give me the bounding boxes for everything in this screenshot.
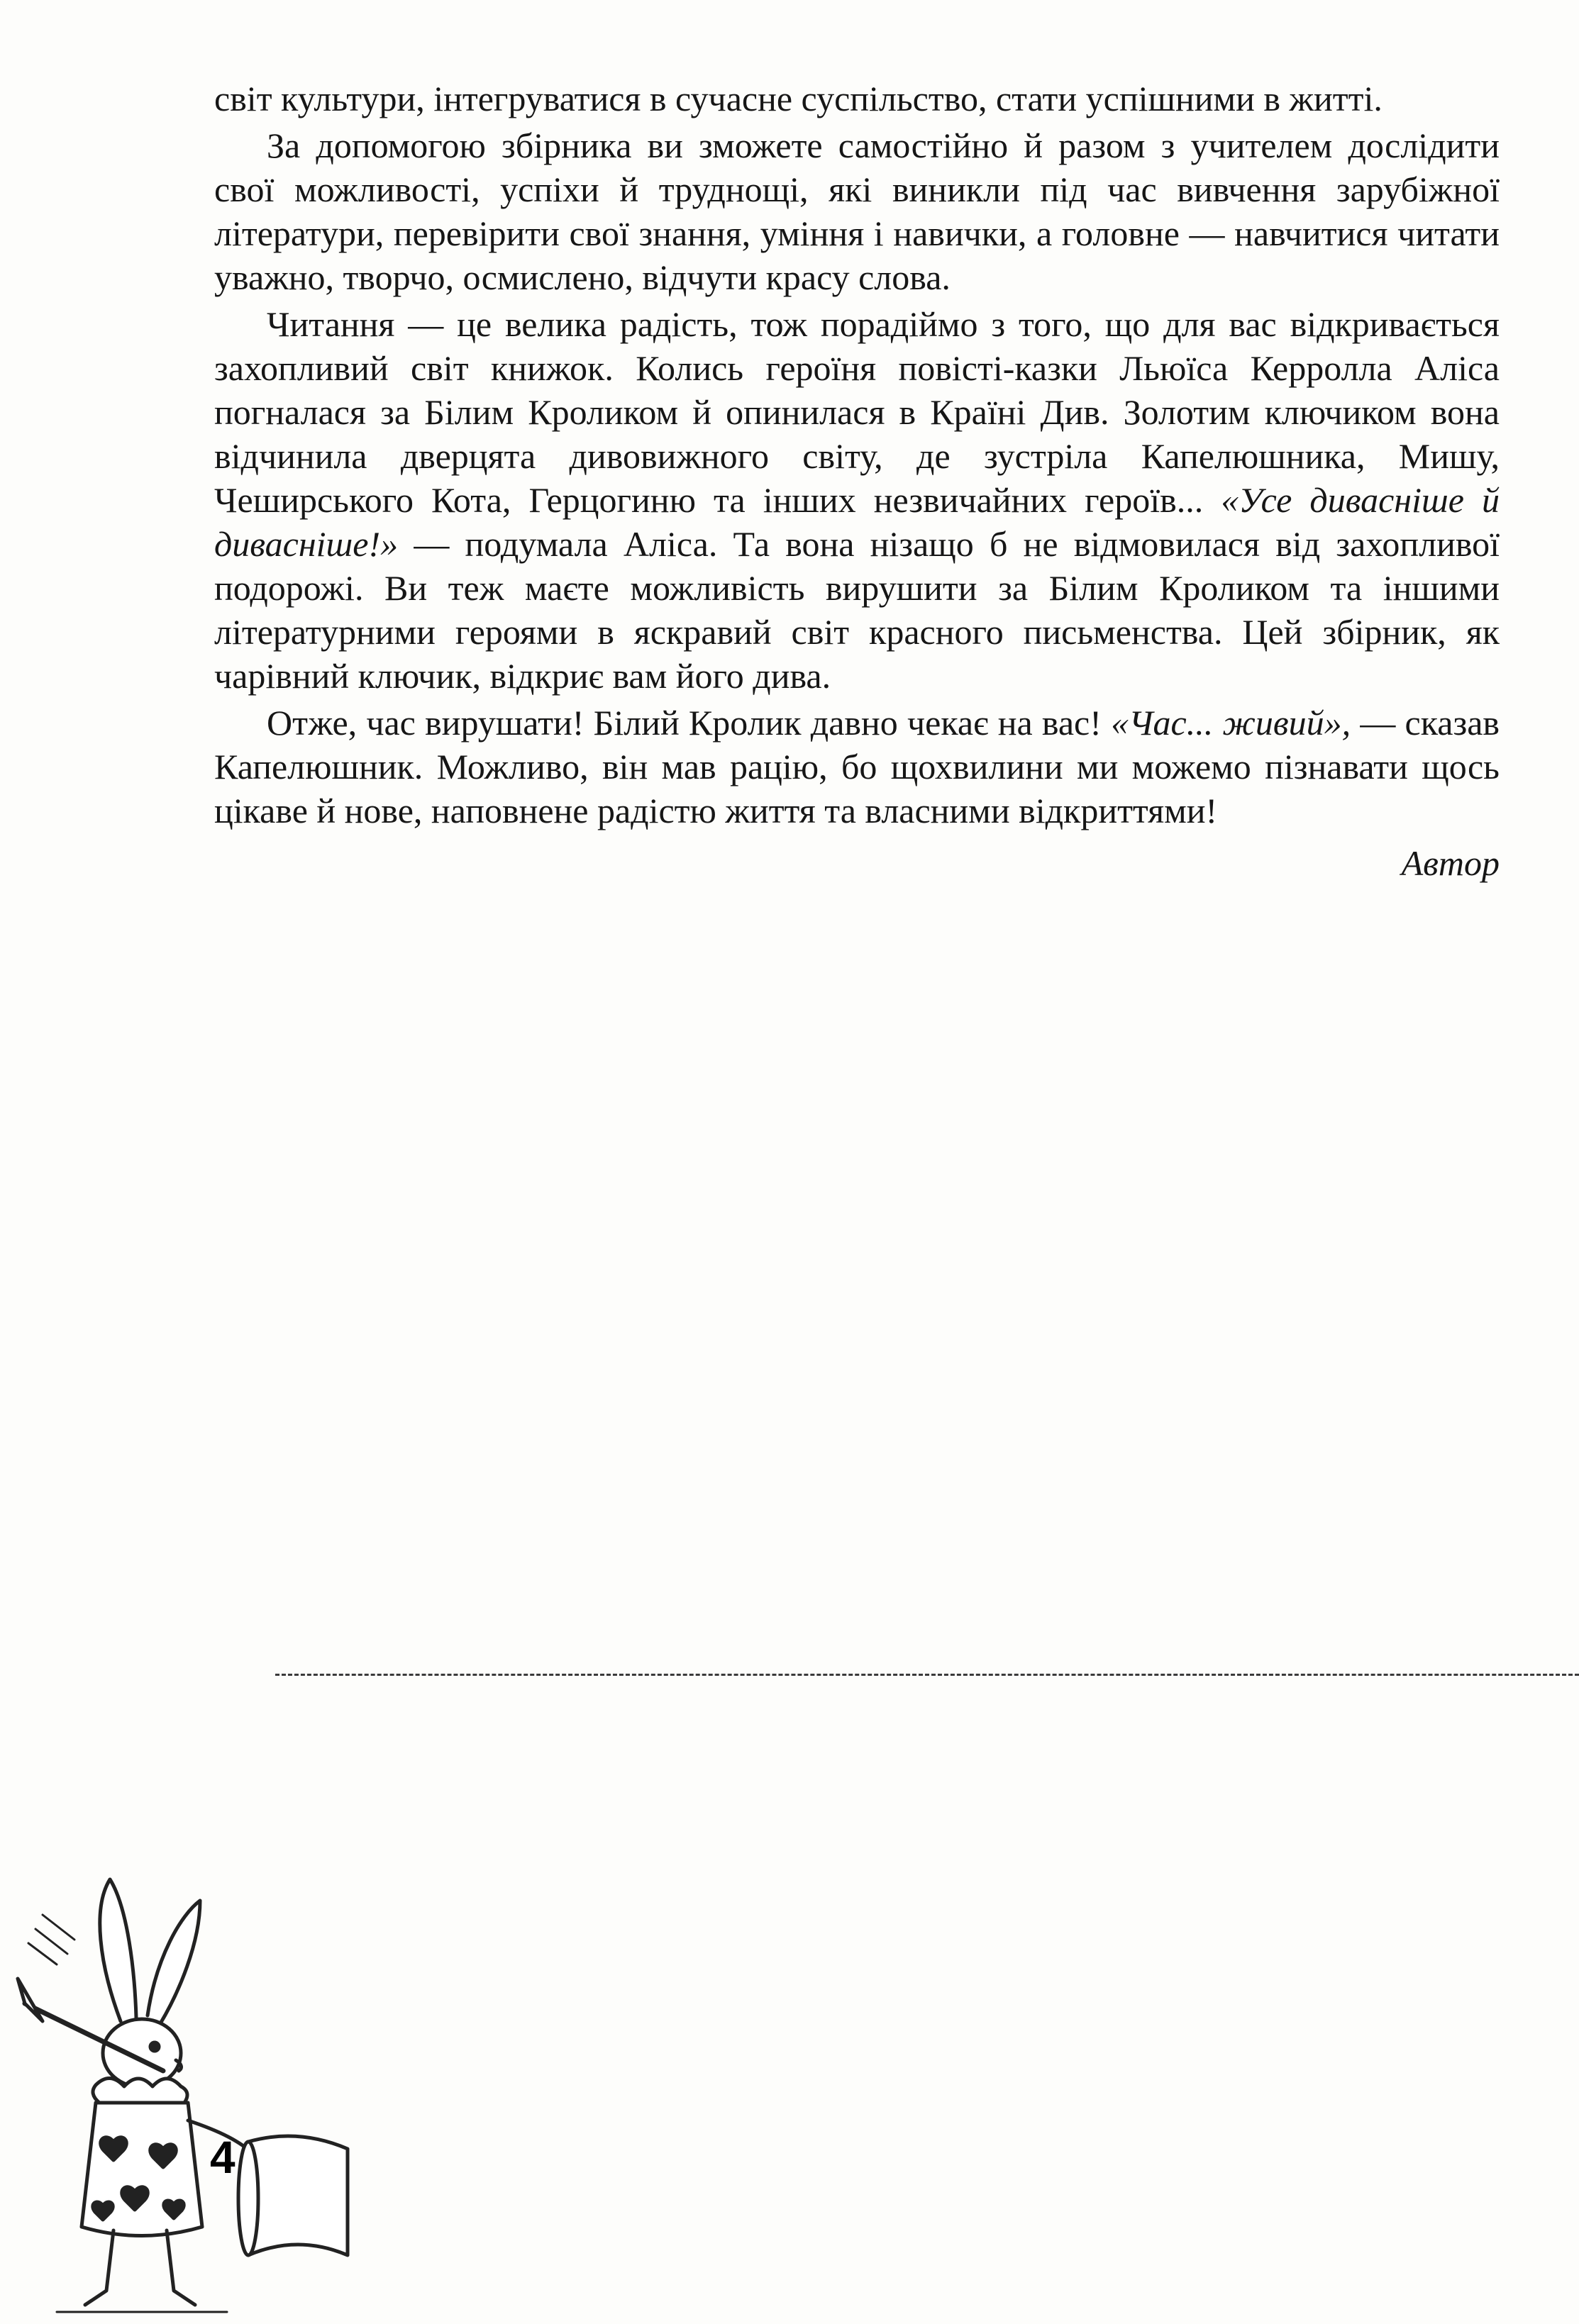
paragraph-closing-part-1: Отже, час вирушати! Білий Кролик давно чекає на вас! — [267, 703, 1102, 743]
paragraph-intro: світ культури, інтегруватися в сучасне суспільство, стати успішними в житті. — [214, 79, 1383, 118]
white-rabbit-herald-icon — [14, 1858, 355, 2319]
paragraph-closing — [214, 701, 1500, 833]
paragraph-closing-part-2: — сказав Капелюшник. Можливо, він мав рацію, бо щохвилини ми можемо пізнавати щось цікаве й нове, наповнене радістю життя та власними відкриттями! — [214, 703, 1500, 830]
page-number: 4 — [210, 2132, 236, 2183]
paragraph-reading — [214, 302, 1500, 698]
paragraph-reading-part-2: — подумала Аліса. Та вона нізащо б не відмовилася від захопливої подорожі. Ви теж маєте можливість вирушити за Білим Кроликом та іншими літературними героями в яскравий світ красного письменства. Цей збірник, як чарівний ключик, відкриє вам його дива. — [214, 524, 1500, 696]
paragraph-collection: За допомогою збірника ви зможете самостійно й разом з учителем дослідити свої можливості, успіхи й труднощі, які виникли під час вивчення зарубіжної літератури, перевірити свої знання, уміння і навички, а головне — навчитися читати уважно, творчо, осмислено, відчути красу слова. — [214, 126, 1500, 297]
hatter-quote: «Час... живий», — [1111, 703, 1351, 743]
author-signature: Автор — [1401, 843, 1500, 883]
main-text — [214, 77, 1500, 885]
paragraph-reading-part-1: Читання — це велика радість, тож порадіймо з того, що для вас відкривається захопливий світ книжок. Колись героїня повісті-казки Льюїса Керролла Аліса погналася за Білим Кроликом й опинилася в Країні Див. Золотим ключиком вона відчинила дверцята дивовижного світу, де зустріла Капелюшника, Мишу, Чеширського Кота, Герцогиню та інших незвичайних героїв... — [214, 304, 1500, 520]
alice-quote: «Усе дивасніше й дивасніше!» — [214, 480, 1500, 564]
dashed-divider — [275, 1674, 1579, 1676]
